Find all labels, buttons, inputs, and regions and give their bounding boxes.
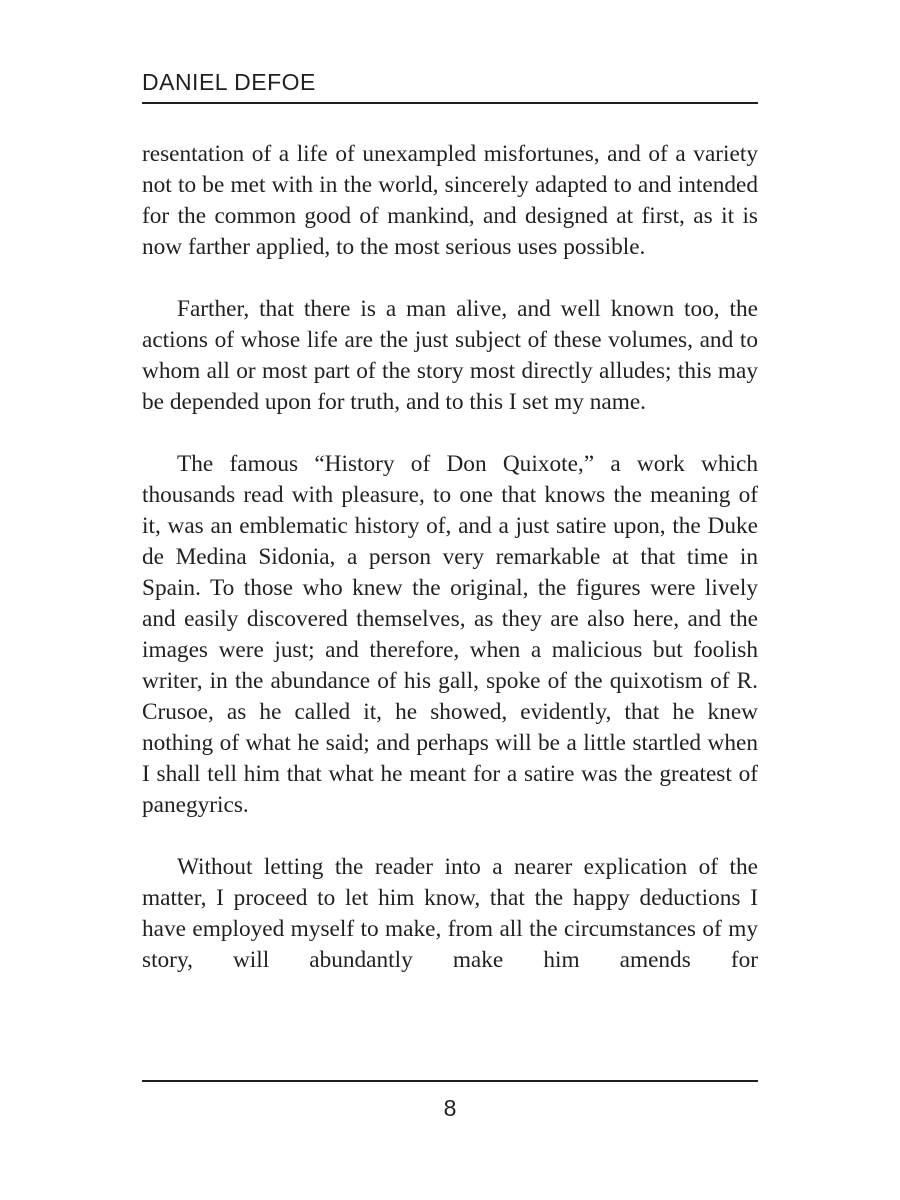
paragraph-don-quixote: The famous “History of Don Quixote,” a work which thousands read with pleasure, to one that knows the meaning of it, was an emblematic history of, and a just satire upon, the Duke de Medina Sidonia, a person very remarkable at that time in Spain. To those who knew the original, the figures were lively and easily discovered themselves, as they are also here, and the images were just; and therefore, when a malicious but foolish writer, in the abundance of his gall, spoke of the quixotism of R. Crusoe, as he called it, he showed, evidently, that he knew nothing of what he said; and perhaps will be a little startled when I shall tell him that what he meant for a satire was the greatest of panegyrics. (142, 451, 758, 818)
paragraph-continued: resentation of a life of unexampled misfortunes, and of a variety not to be met with in the world, sincerely adapted to and intended for the common good of mankind, and designed at first, as it is now farther applied, to the most serious uses possible. (142, 141, 758, 260)
paragraph-man-alive: Farther, that there is a man alive, and well known too, the actions of whose life are the just subject of these volumes, and to whom all or most part of the story most directly alludes; this may be depended upon for truth, and to this I set my name. (142, 296, 758, 415)
paragraph-explication: Without letting the reader into a nearer explication of the matter, I proceed to let him know, that the happy deductions I have employed myself to make, from all the circumstances of my story, will abundantly make him amends for (142, 854, 758, 973)
page-number: 8 (443, 1095, 457, 1121)
running-header-title: DANIEL DEFOE (142, 69, 316, 95)
body-text (142, 139, 758, 1007)
footer-rule (142, 1080, 758, 1082)
running-header (142, 68, 758, 104)
